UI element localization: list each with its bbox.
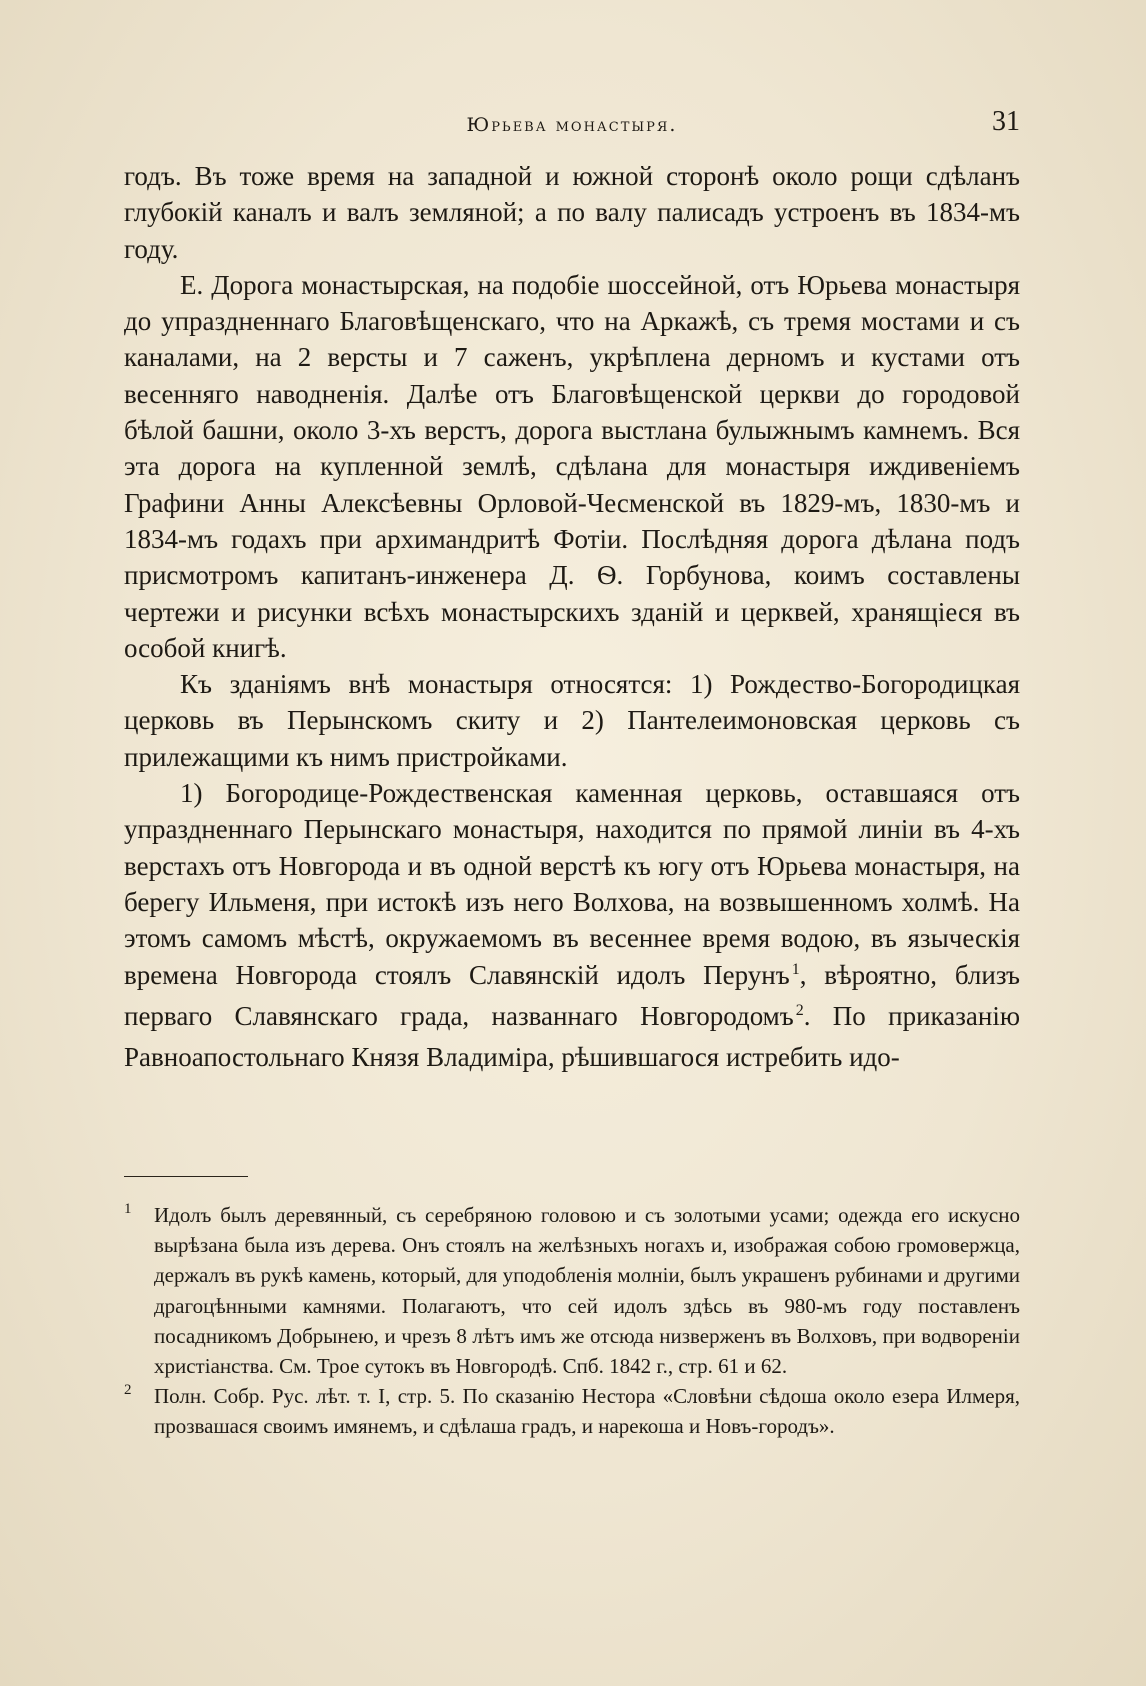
footnote-mark-1: 1 [124,1201,132,1217]
paragraph-text-part3: . По приказанію Равноапостольнаго Князя Владиміра, рѣшившагося истребить идо- [124,1000,1020,1073]
body-text [124,158,1020,1075]
footnote-text-2: Полн. Собр. Рус. лѣт. т. I, стр. 5. По сказанію Нестора «Словѣни сѣдоша около езера Илмеря, прозвашася своимъ имянемъ, и сдѣлаша градъ, и нарекоша и Новъ-городъ». [154,1384,1020,1439]
footnotes [124,1200,1020,1442]
paragraph-text-part1: 1) Богородице-Рождественская каменная церковь, оставшаяся отъ упраздненнаго Перынскаго монастыря, находится по прямой линіи въ 4-хъ верстахъ отъ Новгорода и въ одной верстѣ къ югу отъ Юрьева монастыря, на берегу Ильменя, при истокѣ изъ него Волхова, на возвышенномъ холмѣ. На этомъ самомъ мѣстѣ, окружаемомъ въ весеннее время водою, въ языческія времена Новгорода стоялъ Славянскій идолъ Перунъ [124,778,1020,990]
footnote-1 [124,1200,1020,1381]
footnote-reference-2[interactable]: 2 [795,1001,804,1019]
footnote-text-1: Идолъ былъ деревянный, съ серебряною головою и съ золотыми усами; одежда его искусно вырѣзана была изъ дерева. Онъ стоялъ на желѣзныхъ ногахъ и, изображая собою громовержца, держалъ въ рукѣ камень, который, для уподобленія молніи, былъ украшенъ рубинами и другими драгоцѣнными камнями. Полагаютъ, что сей идолъ здѣсь въ 980-мъ году поставленъ посадникомъ Добрынею, и чрезъ 8 лѣтъ имъ же отсюда низверженъ въ Волховъ, при водвореніи христіанства. См. Трое сутокъ въ Новгородѣ. Спб. 1842 г., стр. 61 и 62. [154,1203,1020,1379]
paragraph-continuation: годъ. Въ тоже время на западной и южной сторонѣ около рощи сдѣланъ глубокій каналъ и валъ земляной; а по валу палисадъ устроенъ въ 1834-мъ году. [124,161,1020,264]
paragraph-perynsky-church [124,775,1020,1075]
page-number: 31 [992,106,1020,137]
paragraph-road: Е. Дорога монастырская, на подобіе шоссейной, отъ Юрьева монастыря до упраздненнаго Благовѣщенскаго, что на Аркажѣ, съ тремя мостами и съ каналами, на 2 версты и 7 саженъ, укрѣплена дерномъ и кустами отъ весенняго наводненія. Далѣе отъ Благовѣщенской церкви до городовой бѣлой башни, около 3-хъ верстъ, дорога выстлана булыжнымъ камнемъ. Вся эта дорога на купленной землѣ, сдѣлана для монастыря иждивеніемъ Графини Анны Алексѣевны Орловой-Чесменской въ 1829-мъ, 1830-мъ и 1834-мъ годахъ при архимандритѣ Фотіи. Послѣдняя дорога дѣлана подъ присмотромъ капитанъ-инженера Д. Ѳ. Горбунова, коимъ составлены чертежи и рисунки всѣхъ монастырскихъ зданій и церквей, хранящіеся въ особой книгѣ. [124,269,1020,663]
footnote-divider [124,1176,248,1177]
footnote-2 [124,1381,1020,1441]
footnote-reference-1[interactable]: 1 [791,960,800,978]
paragraph-outside-buildings: Къ зданіямъ внѣ монастыря относятся: 1) Рождество-Богородицкая церковь въ Перынскомъ скиту и 2) Пантелеимоновская церковь съ прилежащими къ нимъ пристройками. [124,669,1020,772]
paragraph-text-part2: , вѣроятно, близъ перваго Славянскаго града, названнаго Новгородомъ [124,959,1021,1031]
footnote-mark-2: 2 [124,1382,132,1399]
running-title: Юрьева монастыря. [466,114,678,136]
running-head [124,106,1020,146]
